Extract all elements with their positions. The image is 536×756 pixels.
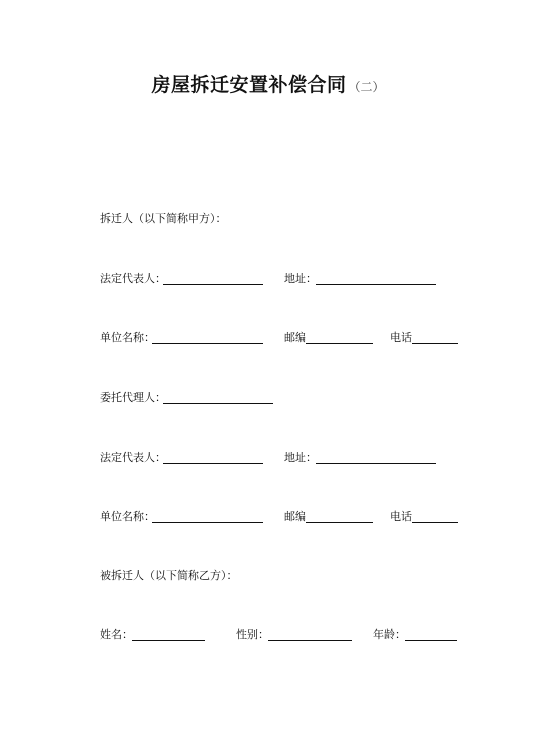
party-b-heading: 被拆迁人（以下简称乙方）： (100, 569, 238, 582)
address-label: 地址： (284, 272, 317, 285)
postcode-label: 邮编 (284, 331, 306, 344)
name-label: 姓名： (100, 628, 133, 641)
legal-rep-label: 法定代表人： (100, 272, 166, 285)
gender-blank[interactable] (268, 627, 352, 641)
age-label: 年龄： (373, 628, 406, 641)
phone-blank-2[interactable] (412, 509, 458, 523)
phone-label-2: 电话 (390, 510, 412, 523)
phone-label: 电话 (390, 331, 412, 344)
postcode-label-2: 邮编 (284, 510, 306, 523)
legal-rep-label-2: 法定代表人： (100, 451, 166, 464)
party-a-heading: 拆迁人（以下简称甲方）： (100, 212, 227, 225)
document-title (0, 70, 536, 97)
postcode-blank-2[interactable] (306, 509, 373, 523)
agent-blank[interactable] (163, 390, 273, 404)
unit-name-blank[interactable] (152, 330, 263, 344)
title-suffix: （二） (348, 80, 385, 94)
legal-rep-blank-2[interactable] (163, 450, 263, 464)
name-blank[interactable] (132, 627, 205, 641)
unit-name-label: 单位名称： (100, 331, 155, 344)
gender-label: 性别： (236, 628, 269, 641)
title-main: 房屋拆迁安置补偿合同 (151, 74, 347, 96)
age-blank[interactable] (405, 627, 457, 641)
address-label-2: 地址： (284, 451, 317, 464)
legal-rep-blank[interactable] (163, 271, 263, 285)
unit-name-label-2: 单位名称： (100, 510, 155, 523)
address-blank-2[interactable] (316, 450, 436, 464)
unit-name-blank-2[interactable] (152, 509, 263, 523)
agent-label: 委托代理人： (100, 391, 166, 404)
address-blank[interactable] (316, 271, 436, 285)
phone-blank[interactable] (412, 330, 458, 344)
postcode-blank[interactable] (306, 330, 373, 344)
